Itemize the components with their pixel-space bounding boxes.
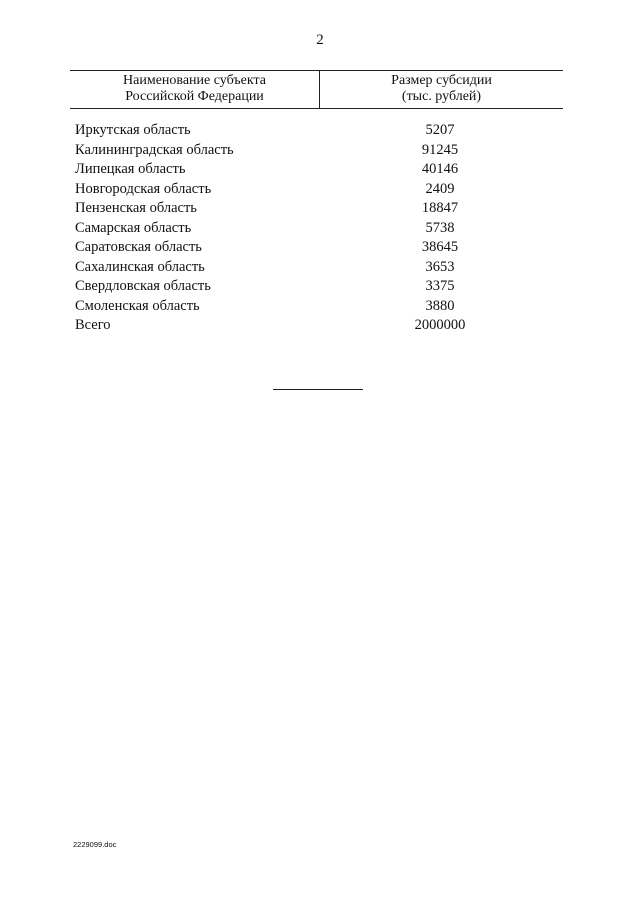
document-filename: 2229099.doc [73,840,117,849]
table-row [75,180,535,200]
header-subject-name-line-1: Наименование субъекта [123,73,266,88]
row-subsidy-value: 91245 [421,141,459,158]
table-row [75,219,535,239]
row-subject-name: Новгородская область [75,180,212,197]
header-subject-name [70,73,319,105]
row-subsidy-value: 5207 [425,122,455,138]
table-row [75,160,535,180]
row-subject-name: Смоленская область [75,297,200,314]
table-row [75,297,535,317]
end-of-table-line [273,389,363,390]
row-subject-name: Пензенская область [75,200,197,216]
header-subsidy-amount-line-2: (тыс. рублей) [401,89,482,104]
row-subsidy-value: 5738 [425,219,455,236]
table-row-total [75,316,535,336]
table-row [75,199,535,219]
row-subsidy-value: 18847 [421,200,459,216]
table-row [75,141,535,161]
row-subject-name: Сахалинская область [75,258,205,275]
header-subsidy-amount [320,73,563,105]
row-total-value: 2000000 [414,317,466,333]
header-subsidy-amount-line-1: Размер субсидии [391,73,492,88]
row-subsidy-value: 40146 [421,161,459,177]
row-subsidy-value: 2409 [425,180,455,197]
table-row [75,121,535,141]
table-row [75,258,535,278]
row-subject-name: Калининградская область [75,141,234,158]
row-subject-name: Самарская область [75,219,192,236]
header-subject-name-line-2: Российской Федерации [125,89,264,104]
row-subject-name: Свердловская область [75,278,211,294]
row-subsidy-value: 3880 [425,297,455,314]
row-total-label: Всего [75,317,111,333]
row-subsidy-value: 38645 [421,239,459,255]
table-row [75,238,535,258]
table-header [70,70,563,109]
table-body [75,121,535,336]
row-subject-name: Иркутская область [75,122,191,138]
row-subsidy-value: 3653 [425,258,455,275]
table-row [75,277,535,297]
page-number: 2 [316,32,324,48]
row-subject-name: Липецкая область [75,161,186,177]
row-subsidy-value: 3375 [425,278,455,294]
row-subject-name: Саратовская область [75,239,202,255]
